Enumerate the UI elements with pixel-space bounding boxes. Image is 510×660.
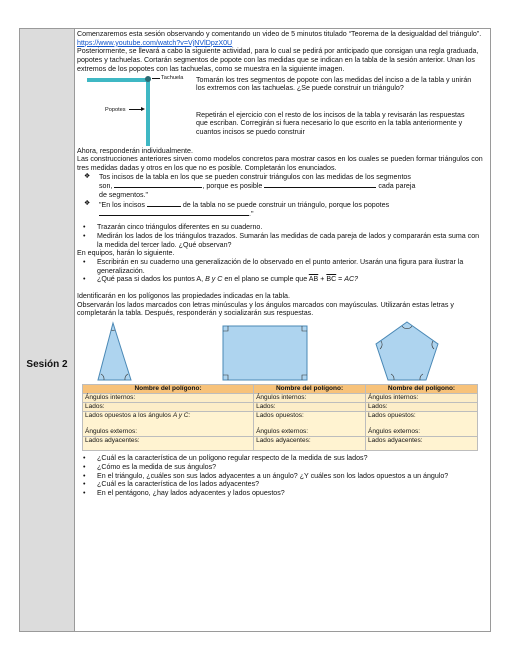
list-item-text: Escribirán en su cuaderno una generalización de lo observado en el punto anterior. Usarán una figura para ilustrar la generalización. (97, 257, 464, 275)
straw-vertical (146, 78, 150, 146)
table-row (83, 403, 478, 412)
answer-blank[interactable] (99, 209, 249, 216)
constructions-paragraph: Las construcciones anteriores sirven como modelos concretos para mostrar casos en los cuales se pueden formar triángulos con tres medidas dadas y otros en los que no es posible. Completarán los enunciados. (77, 155, 483, 172)
bullet-icon: • (83, 480, 86, 489)
bullet-icon: • (83, 275, 86, 284)
table-row (83, 437, 478, 451)
statement-1 (77, 173, 486, 200)
table-row (83, 394, 478, 403)
bullet-icon: • (83, 257, 86, 266)
straw-figure (77, 74, 192, 147)
bullet-icon: • (83, 223, 86, 232)
statement-2-text: de la tabla no se puede construir un triángulo, porque los popotes (182, 200, 390, 209)
arrowhead-icon (141, 107, 145, 111)
list-item-text: ¿Cómo es la medida de sus ángulos? (97, 462, 217, 471)
table-cell[interactable]: Lados adyacentes: (366, 437, 478, 451)
list-item-text: ¿Cuál es la característica de los lados adyacentes? (97, 480, 260, 489)
bullet-icon: • (83, 471, 86, 480)
table-cell[interactable]: Ángulos internos: (83, 394, 254, 403)
table-header: Nombre del polígono: (366, 385, 478, 394)
arrow-icon (152, 78, 160, 79)
list-item (77, 258, 486, 275)
straws-label: Popotes (105, 106, 126, 113)
rectangle-figure (215, 320, 315, 384)
cell-text: Ángulos externos: (85, 428, 138, 436)
statement-1-text: cada pareja (378, 182, 416, 191)
table-row (83, 385, 478, 394)
cell-text: Lados opuestos a los ángulos (85, 412, 173, 420)
tack-label: Tachuela (161, 74, 184, 81)
teams-instruction: En equipos, harán lo siguiente. (77, 249, 175, 258)
list-item-text: En el triángulo, ¿cuáles son sus lados adyacentes a un ángulo? ¿Y cuáles son los lados opuestos a un ángulo? (97, 471, 449, 480)
statement-2-text: ." (249, 210, 254, 219)
bullet-icon: • (83, 488, 86, 497)
list-item-text: ¿Cuál es la característica de un polígono regular respecto de la medida de sus lados? (97, 454, 368, 463)
list-item (77, 472, 486, 481)
list-item (77, 223, 486, 232)
list-item (77, 489, 486, 498)
list-item (77, 480, 486, 489)
straw-figure-block (77, 74, 486, 147)
bullet-icon: • (83, 454, 86, 463)
table-cell[interactable]: Lados: (254, 403, 366, 412)
table-header: Nombre del polígono: (83, 385, 254, 394)
activity-paragraph: Posteriormente, se llevará a cabo la siguiente actividad, para lo cual se pedirá por anticipado que consigan una regla graduada, popotes y tachuelas. Cortarán segmentos de popote con las medidas que se indican en la tabla de la sesión anterior. Unan los extremos de los popotes con las tachuelas, como se muestra en la siguiente imagen. (77, 47, 479, 73)
bullet-icon: • (83, 462, 86, 471)
table-cell[interactable]: Ángulos internos: (366, 394, 478, 403)
table-cell[interactable]: Lados: (83, 403, 254, 412)
points-question: ¿Qué pasa si dados los puntos A, B y C en el plano se cumple que $\overline{AB} + \overline{BC}$ = AC? (97, 275, 359, 284)
side-paragraph-1: Tomarán los tres segmentos de popote con las medidas del inciso a de la tabla y unirán los extremos con las tachuelas. ¿Se puede construir un triángulo? (196, 75, 472, 93)
list-item-text: En el pentágono, ¿hay lados adyacentes y lados opuestos? (97, 488, 285, 497)
table-cell[interactable] (254, 412, 366, 437)
identify-paragraph: Identificarán en los polígonos las propiedades indicadas en la tabla. (77, 292, 290, 301)
list-item (77, 232, 486, 249)
table-row (83, 412, 478, 437)
table-cell[interactable]: Lados: (366, 403, 478, 412)
side-paragraph-2: Repetirán el ejercicio con el resto de los incisos de la tabla y revisarán las respuestas que escriban. Corregirán si fuera necesario lo que escrito en la tabla anteriormente y cuantos incisos se puedo construir (196, 110, 465, 136)
observe-paragraph: Observarán los lados marcados con letras minúsculas y los ángulos marcados con mayúsculas. Utilizarán estas letras y completarán la tabla. Después, responderán y socializarán sus respuestas. (77, 300, 454, 318)
diamond-bullet-icon: ❖ (84, 172, 91, 180)
table-cell[interactable] (83, 412, 254, 437)
list-item (77, 463, 486, 472)
cell-text: Ángulos externos: (256, 428, 309, 436)
statement-1-text: , porque es posible (202, 182, 263, 191)
table-cell[interactable]: Lados adyacentes: (83, 437, 254, 451)
cell-text: A y C: (172, 412, 191, 420)
polygons-figure (77, 318, 486, 384)
tack-icon (145, 76, 151, 82)
table-header: Nombre del polígono: (254, 385, 366, 394)
cell-text: Lados opuestos: (368, 412, 416, 420)
triangle-figure (83, 320, 143, 384)
individual-instruction: Ahora, responderán individualmente. (77, 146, 193, 155)
answer-blank[interactable] (114, 181, 202, 188)
table-cell[interactable]: Ángulos internos: (254, 394, 366, 403)
polygon-table (82, 384, 478, 451)
intro-paragraph (77, 30, 486, 47)
statement-2-text: "En los incisos (99, 200, 145, 209)
cell-text: Lados opuestos: (256, 412, 304, 420)
session-label: Sesión 2 (26, 359, 68, 370)
cell-text: Ángulos externos: (368, 428, 421, 436)
table-cell[interactable]: Lados adyacentes: (254, 437, 366, 451)
list-item-text: Trazarán cinco triángulos diferentes en su cuaderno. (97, 223, 263, 232)
list-item (77, 275, 486, 284)
pentagon-figure (371, 319, 443, 383)
statement-1-text: son, (99, 182, 113, 191)
intro-text: Comenzaremos esta sesión observando y comentando un video de 5 minutos titulado “Teorema de la desigualdad del triángulo”. (77, 30, 482, 38)
answer-blank[interactable] (264, 181, 376, 188)
session-content (77, 30, 486, 498)
bullet-icon: • (83, 231, 86, 240)
session-column (20, 29, 75, 631)
session-table (19, 28, 491, 632)
video-link[interactable]: https://www.youtube.com/watch?v=VjNVlDpzX0U (77, 38, 233, 47)
statement-2 (77, 200, 486, 219)
answer-blank[interactable] (147, 200, 181, 207)
diamond-bullet-icon: ❖ (84, 199, 91, 207)
straw-horizontal (87, 78, 149, 82)
statement-1-text: Tos incisos de la tabla en los que se pueden construir triángulos con las medidas de los segmentos (99, 172, 411, 181)
statement-1-text: de segmentos." (99, 191, 149, 200)
list-item (77, 454, 486, 463)
table-cell[interactable] (366, 412, 478, 437)
list-item-text: Medirán los lados de los triángulos trazados. Sumarán las medidas de cada pareja de lados y compararán esta suma con la medida del tercer lado. ¿Qué observan? (97, 231, 480, 249)
